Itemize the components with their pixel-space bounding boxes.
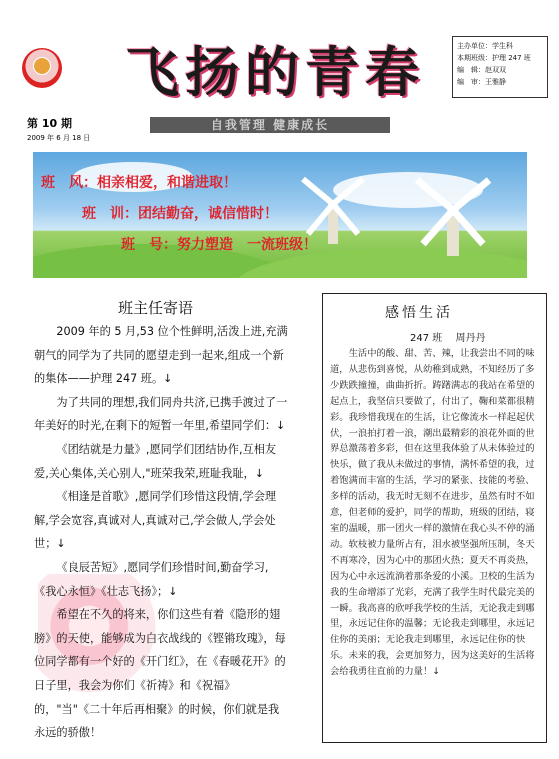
left-article-body	[34, 320, 288, 745]
slogan-text: 自我管理 健康成长	[210, 118, 330, 132]
meta-line: 编 辑：赵双双	[457, 66, 506, 74]
left-article-title: 班主任寄语	[118, 299, 194, 317]
right-article-body: 生活中的酸、甜、苦、辣，让我尝出不同的味道，从悲伤到喜悦，从幼稚到成熟，不知经历了多少跌跌撞撞，曲曲折折。踌躇满志的我站在希望的起点上，我坚信只要做了，付出了，鞠和菜都很精彩。我珍惜我现在的生活，让它像流水一样起起伏伏，一浪拍打着一浪，潮出最精彩的浪花外面的世界总激荡着多彩，但在这里我体验了从未体验过的快乐，做了我从未做过的事情，满怀希望的我，过着饱满而丰富的生活，学习的紧张、技能的考验、多样的活动，我无时无刻不在进步，虽然有时不如意，但老师的爱护，同学的帮助，班级的团结，寝室的温暖，那一团火一样的激情在我心头不停的涌动。软枝被力量所占有，泪水被坚强所压制，冬天不再寒冷，因为心中的那团火热；夏天不再炎热，因为心中永远流淌着那条爱的小溪。卫校的生活为我的生命增添了光彩，充满了我学生时代最完美的一瞬。我高喜的欣呼我学校的生活，无论我走到哪里，永远记住你的温馨；无论我走到哪里，永远记住你的美丽；无论我走到哪里，永远记住你的快乐。未来的我，会更加努力，因为这美好的生活将会给我勇往直前的力量！↓	[330, 348, 535, 678]
class-motto-line: 班 号：努力塑造 一流班级！	[121, 237, 317, 253]
right-article-title: 感悟生活	[385, 305, 453, 321]
paragraph: 为了共同的理想,我们同舟共济,已携手渡过了一年美好的时光,在剩下的短暂一年里,希望同学们：↓	[34, 395, 288, 433]
class-motto-line: 班 训：团结勤奋，诚信惜时！	[82, 206, 278, 222]
paragraph: 《团结就是力量》,愿同学们团结协作,互相友爱,关心集体,关心别人,"班荣我荣,班耻我耻，↓	[34, 442, 277, 480]
meta-line: 本期班级：护理 247 班	[457, 54, 531, 62]
paragraph: 《良辰苦短》,愿同学们珍惜时间,勤奋学习,《我心永恒》《壮志飞扬》；↓	[34, 560, 269, 598]
paragraph: 2009 年的 5 月,53 位个性鲜明,活泼上进,充满朝气的同学为了共同的愿望走到一起来,组成一个新的集体——护理 247 班。↓	[34, 325, 288, 386]
issue-info	[27, 115, 90, 143]
issue-date: 2009 年 6 月 18 日	[27, 134, 91, 142]
paragraph: 希望在不久的将来，你们这些有着《隐形的翅膀》的天使，能够成为白衣战线的《铿锵玫瑰》，每位同学都有一个好的《开门红》，在《春暖花开》的日子里，我会为你们《祈祷》和《祝福》的，"当"《二十年后再相聚》的时候，你们就是我永远的骄傲！	[34, 608, 286, 740]
school-logo-icon	[22, 48, 62, 88]
class-motto-line: 班 风：相亲相爱，和谐进取！	[41, 175, 237, 191]
right-article-byline: 247 班 周丹丹	[410, 333, 486, 344]
paragraph: 《相逢是首歌》,愿同学们珍惜这段情,学会理解,学会宽容,真诚对人,真诚对己,学会做人,学会处世；↓	[34, 490, 277, 551]
masthead-title: 飞扬的青春	[125, 40, 425, 104]
issue-number: 第 10 期	[27, 117, 72, 130]
slogan-band	[150, 117, 390, 133]
meta-line: 编 审：王雅静	[457, 78, 506, 86]
editorial-info-box	[452, 36, 548, 98]
meta-line: 主办单位：学生科	[457, 42, 513, 50]
